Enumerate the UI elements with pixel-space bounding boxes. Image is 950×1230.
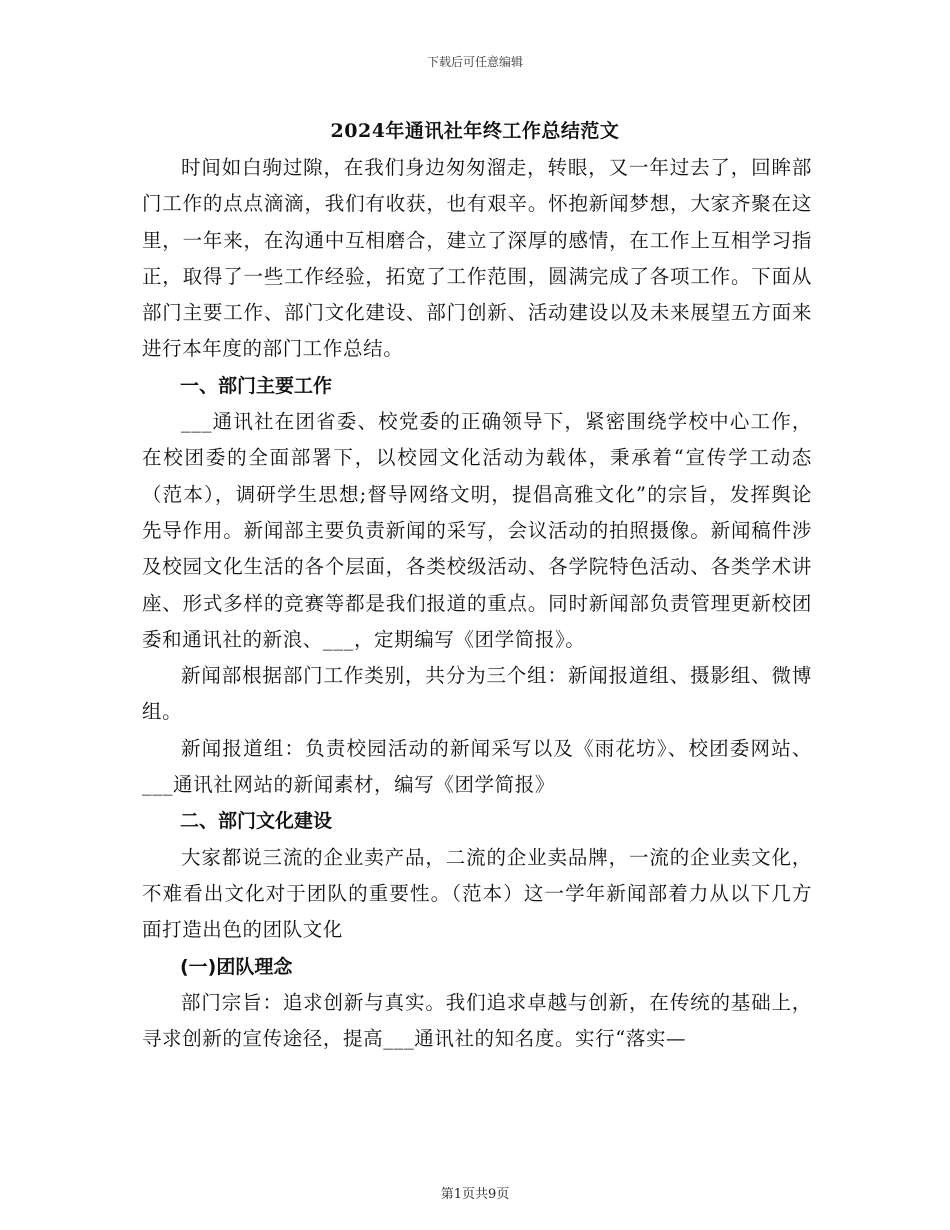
page-footer: 第1页共9页 <box>440 1187 510 1202</box>
intro-paragraph: 时间如白驹过隙，在我们身边匆匆溜走，转眼，又一年过去了，回眸部门工作的点点滴滴，我们有收获，也有艰辛。怀抱新闻梦想，大家齐聚在这里，一年来，在沟通中互相磨合，建立了深厚的感情，在工作上互相学习指正，取得了一些工作经验，拓宽了工作范围，圆满完成了各项工作。下面从部门主要工作、部门文化建设、部门创新、活动建设以及未来展望五方面来进行本年度的部门工作总结。 <box>142 156 812 361</box>
page-header: 下载后可任意编辑 <box>426 55 523 69</box>
document-body <box>142 150 812 1057</box>
body-paragraph: 新闻报道组：负责校园活动的新闻采写以及《雨花坊》、校团委网站、___通讯社网站的新闻素材，编写《团学简报》 <box>142 736 812 797</box>
body-paragraph: 部门宗旨：追求创新与真实。我们追求卓越与创新，在传统的基础上，寻求创新的宣传途径，提高___通讯社的知名度。实行“落实— <box>142 990 812 1051</box>
body-paragraph: ___通讯社在团省委、校党委的正确领导下，紧密围绕学校中心工作，在校团委的全面部署下，以校园文化活动为载体，秉承着“宣传学工动态（范本），调研学生思想;督导网络文明，提倡高雅文化”的宗旨，发挥舆论先导作用。新闻部主要负责新闻的采写，会议活动的拍照摄像。新闻稿件涉及校园文化生活的各个层面，各类校级活动、各学院特色活动、各类学术讲座、形式多样的竞赛等都是我们报道的重点。同时新闻部负责管理更新校团委和通讯社的新浪、___，定期编写《团学简报》。 <box>142 410 812 651</box>
body-paragraph: 新闻部根据部门工作类别，共分为三个组：新闻报道组、摄影组、微博组。 <box>142 664 812 724</box>
document-title: 2024年通讯社年终工作总结范文 <box>330 120 620 142</box>
section-heading-2: 二、部门文化建设 <box>180 810 333 833</box>
body-paragraph: 大家都说三流的企业卖产品，二流的企业卖品牌，一流的企业卖文化，不难看出文化对于团队的重要性。（范本）这一学年新闻部着力从以下几方面打造出色的团队文化 <box>142 845 812 942</box>
subsection-heading: (一)团队理念 <box>180 955 293 978</box>
section-heading-1: 一、部门主要工作 <box>180 374 333 397</box>
